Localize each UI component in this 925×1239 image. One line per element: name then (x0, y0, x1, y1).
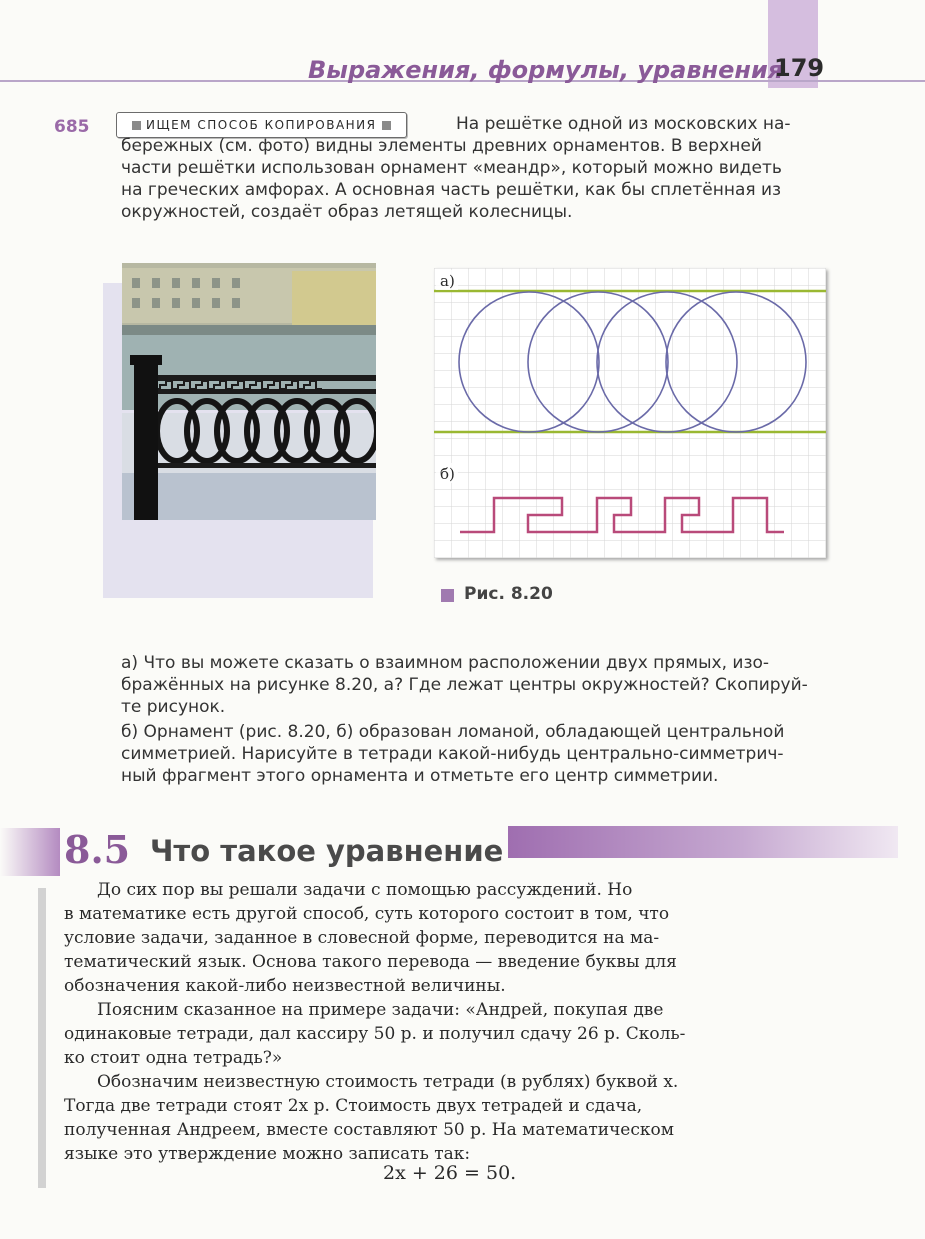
body-line: Обозначим неизвестную стоимость тетради (в рублях) буквой x. (97, 1072, 679, 1092)
question-a-line: бражённых на рисунке 8.20, а? Где лежат центры окружностей? Скопируй- (121, 675, 808, 695)
square-bullet-icon (382, 121, 391, 130)
task-type-text: ИЩЕМ СПОСОБ КОПИРОВАНИЯ (146, 118, 377, 132)
body-line: тематический язык. Основа такого перевода — введение буквы для (64, 952, 677, 972)
body-line: Поясним сказанное на примере задачи: «Андрей, покупая две (97, 1000, 664, 1020)
body-line: условие задачи, заданное в словесной форме, переводится на ма- (64, 928, 660, 948)
question-a-line: те рисунок. (121, 697, 226, 717)
embankment-railing-photo (122, 263, 376, 520)
body-line: обозначения какой-либо неизвестной величины. (64, 976, 506, 996)
section-bar-right (508, 826, 898, 858)
body-line: в математике есть другой способ, суть которого состоит в том, что (64, 904, 670, 924)
panel-label-a: а) (440, 272, 455, 290)
body-line: одинаковые тетради, дал кассиру 50 р. и получил сдачу 26 р. Сколь- (64, 1024, 686, 1044)
body-line: До сих пор вы решали задачи с помощью рассуждений. Но (97, 880, 633, 900)
section-number: 8.5 (64, 827, 131, 872)
question-b-line: б) Орнамент (рис. 8.20, б) образован ломаной, обладающей центральной (121, 722, 785, 742)
question-a-line: а) Что вы можете сказать о взаимном расположении двух прямых, изо- (121, 653, 770, 673)
question-b-line: симметрией. Нарисуйте в тетради какой-нибудь центрально-симметрич- (121, 744, 784, 764)
body-line: ко стоит одна тетрадь?» (64, 1048, 283, 1068)
running-header: Выражения, формулы, уравнения (308, 56, 784, 84)
question-b-line: ный фрагмент этого орнамента и отметьте его центр симметрии. (121, 766, 719, 786)
section-bar-left (0, 828, 60, 876)
equation: 2x + 26 = 50. (383, 1162, 517, 1184)
margin-sidebar (38, 888, 46, 1188)
page-number: 179 (774, 54, 825, 82)
caption-square-icon (441, 589, 454, 602)
task-text-line: на греческих амфорах. А основная часть решётки, как бы сплетённая из (121, 180, 782, 200)
square-bullet-icon (132, 121, 141, 130)
task-number: 685 (54, 117, 90, 137)
body-line: Тогда две тетради стоят 2x р. Стоимость двух тетрадей и сдача, (64, 1096, 643, 1116)
section-title: Что такое уравнение (150, 834, 504, 868)
task-text-line: окружностей, создаёт образ летящей колесницы. (121, 202, 573, 222)
body-line: полученная Андреем, вместе составляют 50 р. На математическом (64, 1120, 674, 1140)
task-text-line: части решётки использован орнамент «меандр», который можно видеть (121, 158, 782, 178)
figure-caption: Рис. 8.20 (464, 584, 553, 604)
task-text-line: бережных (см. фото) видны элементы древних орнаментов. В верхней (121, 136, 762, 156)
panel-label-b: б) (440, 465, 455, 483)
task-text-line: На решётке одной из московских на- (456, 114, 791, 134)
body-line: языке это утверждение можно записать так: (64, 1144, 471, 1164)
figure-8-20 (434, 268, 826, 558)
